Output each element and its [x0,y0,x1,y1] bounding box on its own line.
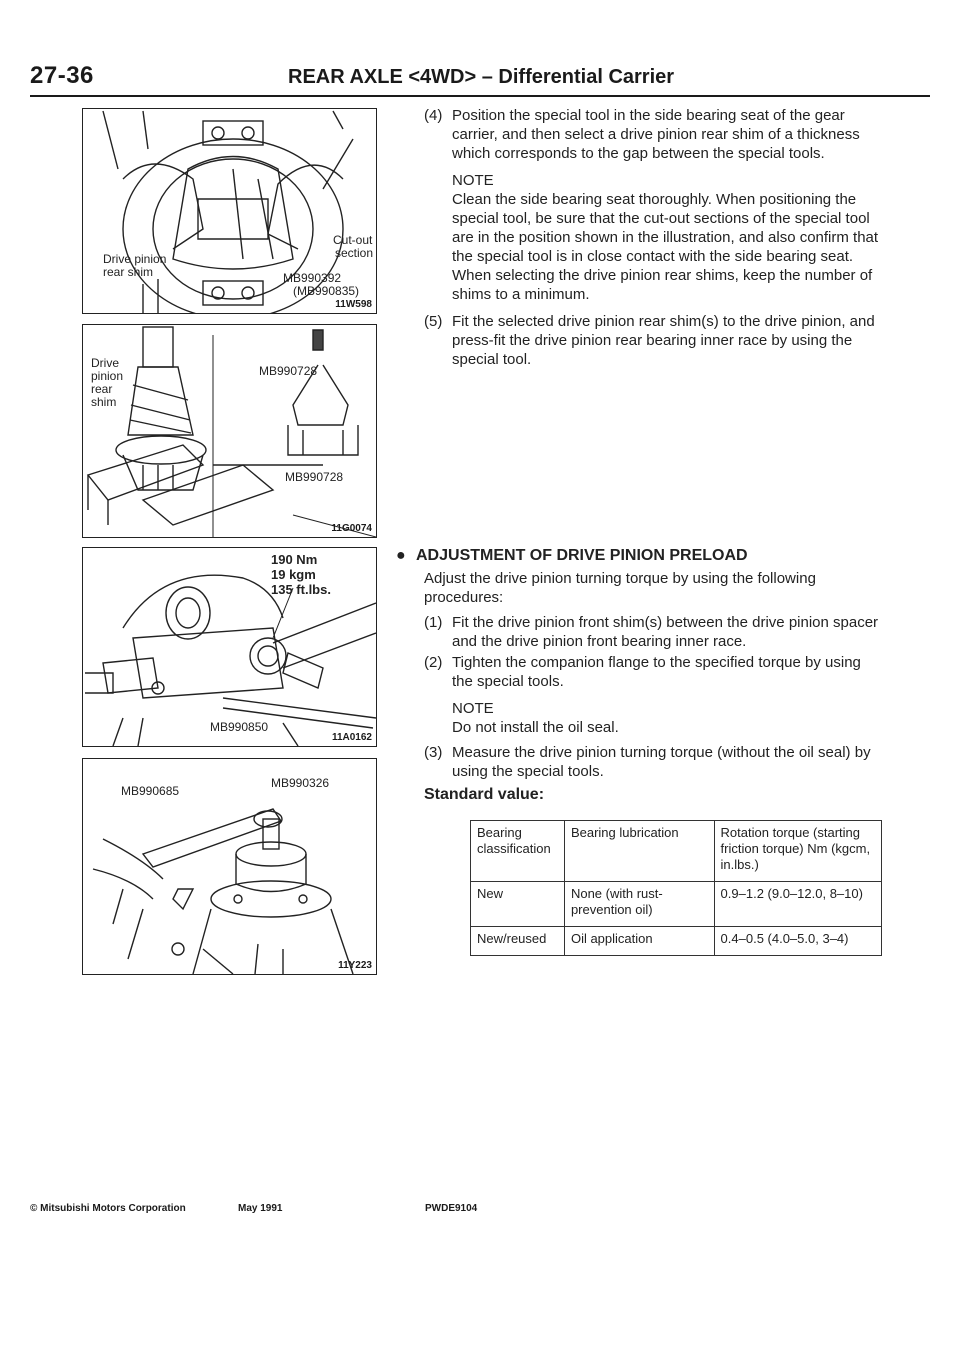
bullet-icon: ● [396,547,406,564]
footer-copyright: © Mitsubishi Motors Corporation [30,1203,186,1214]
footer-date: May 1991 [238,1203,283,1214]
label-tool-mb990835: (MB990835) [293,284,360,298]
step-number: (1) [424,614,443,631]
label-tool-mb990850: MB990850 [210,720,269,734]
table-header-cell: Rotation torque (starting friction torque) Nm (kgcm, in.lbs.) [714,821,881,882]
label-drive-pinion: Drive pinion [103,252,167,266]
figure-code: 11G0074 [331,523,372,534]
label-shim: shim [91,395,117,409]
label-section: section [335,246,374,260]
step-text: Measure the drive pinion turning torque (without the oil seal) by using the special tools. [452,744,871,780]
label-pinion: pinion [91,369,124,383]
section-title-sub: – Differential Carrier [481,66,675,88]
label-torque-ftlbs: 135 ft.lbs. [271,582,331,597]
step-number: (2) [424,654,443,671]
section-preload [396,546,882,804]
figure-code: 11Y223 [338,960,372,971]
step-text: Fit the selected drive pinion rear shim(s) to the drive pinion, and press-fit the drive pinion rear bearing inner race by using the special tool. [452,313,875,368]
drive-pinion-press-illustration [83,325,376,537]
steps-top [424,106,882,369]
label-drive: Drive [91,356,120,370]
label-rear-shim: rear shim [103,265,154,279]
table-cell: None (with rust-prevention oil) [564,882,714,927]
header-rule [30,95,930,97]
note-text: Clean the side bearing seat thoroughly. When positioning the special tool, be sure that the cut-out sections of the special tool are in the position shown in the illustration, and also confirm that the special tool is in close contact with the side bearing seat. [452,191,879,265]
label-rear: rear [91,382,113,396]
label-cut-out: Cut-out [333,233,373,247]
step-number: (3) [424,744,443,761]
step-text: Fit the drive pinion front shim(s) between the drive pinion spacer and the drive pinion front bearing inner race. [452,614,879,650]
table-header-cell: Bearing lubrication [564,821,714,882]
label-tool-mb990326: MB990326 [271,776,330,790]
step-1 [424,613,882,651]
standard-value-table [470,820,882,956]
label-tool-mb990392: MB990392 [283,271,342,285]
note-label: NOTE [452,172,494,189]
table-cell: 0.4–0.5 (4.0–5.0, 3–4) [714,927,881,956]
label-torque-kgm: 19 kgm [271,567,316,582]
table-cell: New/reused [471,927,565,956]
section-heading [396,546,882,565]
step-5 [424,312,882,369]
label-tool-mb990728-bottom: MB990728 [285,470,344,484]
figure-turning-torque-measure [82,758,377,975]
figure-side-bearing-seat [82,108,377,314]
table-cell: 0.9–1.2 (9.0–12.0, 8–10) [714,882,881,927]
table-row [471,882,882,927]
label-torque-nm: 190 Nm [271,552,318,567]
step-2 [424,653,882,691]
figure-code: 11A0162 [331,732,372,743]
step-text: Position the special tool in the side bearing seat of the gear carrier, and then select a drive pinion rear shim of a thickness which corresponds to the gap between the special tools. [452,107,860,162]
step-4 [424,106,882,163]
note-block-1 [424,171,882,304]
section-heading-text: ADJUSTMENT OF DRIVE PINION PRELOAD [416,547,748,564]
figure-drive-pinion-press [82,324,377,538]
table-header-row [471,821,882,882]
step-3 [424,743,882,781]
table-row [471,927,882,956]
figure-code: 11W598 [335,299,372,310]
note-label: NOTE [452,700,494,717]
label-tool-mb990685: MB990685 [121,784,180,798]
standard-value-label: Standard value: [424,786,545,803]
step-number: (4) [424,107,443,124]
note-text: Do not install the oil seal. [452,719,619,736]
table-cell: Oil application [564,927,714,956]
page-header [30,62,930,92]
footer-code: PWDE9104 [425,1203,478,1214]
label-tool-mb990728-top: MB990728 [259,364,318,378]
section-title [288,66,674,89]
companion-flange-illustration [83,548,376,746]
step-text: Tighten the companion flange to the specified torque by using the special tools. [452,654,861,690]
table-header-cell: Bearing classification [471,821,565,882]
section-title-main: REAR AXLE <4WD> [288,66,477,88]
note-block-2 [424,699,882,737]
page-number: 27-36 [30,62,94,89]
section-intro: Adjust the drive pinion turning torque by using the following procedures: [424,570,816,606]
figure-companion-flange-torque [82,547,377,747]
table-cell: New [471,882,565,927]
step-number: (5) [424,313,443,330]
note-text-2: When selecting the drive pinion rear shims, keep the number of shims to a minimum. [452,267,873,303]
